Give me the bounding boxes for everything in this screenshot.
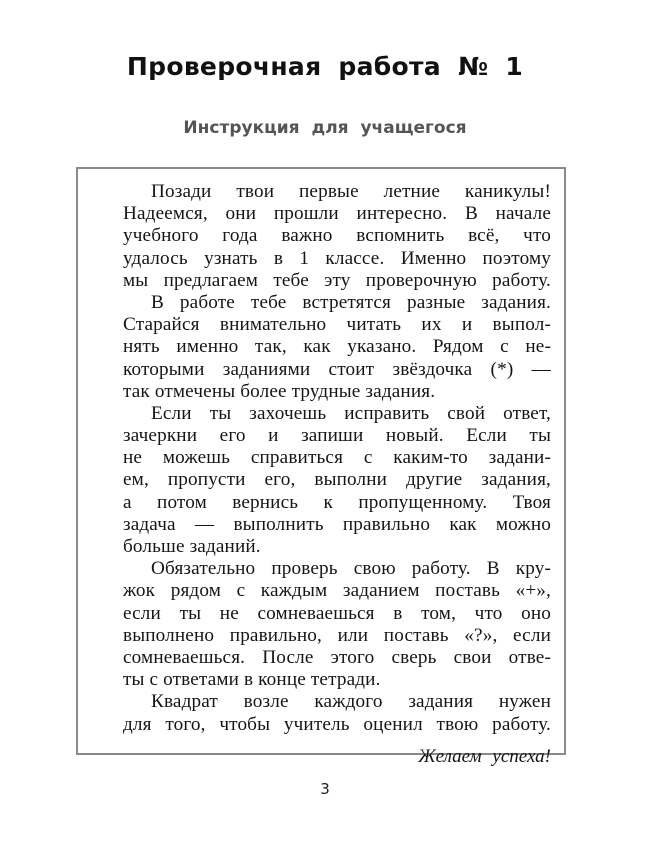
paragraph-2 [95, 292, 551, 403]
text-line: если ты не сомневаешься в том, что оно [123, 602, 551, 624]
paragraph-5 [95, 691, 551, 735]
closing-wish: Желаем успеха! [418, 745, 551, 767]
paragraph-3 [95, 403, 551, 558]
text-line: учебного года важно вспомнить всё, что [123, 225, 551, 247]
instruction-heading: Инструкция для учащегося [183, 118, 467, 138]
text-line: зачеркни его и запиши новый. Если ты [123, 425, 551, 447]
text-line: больше заданий. [123, 536, 261, 557]
text-line: Старайся внимательно читать их и выпол- [123, 314, 551, 336]
text-line: для того, чтобы учитель оценил твою работу. [123, 713, 551, 735]
text-line: нять именно так, как указано. Рядом с не- [123, 336, 551, 358]
paragraph-1 [95, 181, 551, 292]
text-line: которыми заданиями стоит звёздочка (*) — [123, 358, 551, 380]
text-line: Обязательно проверь свою работу. В кру- [151, 558, 551, 580]
text-line: удалось узнать в 1 классе. Именно поэтому [123, 247, 551, 269]
paragraph-4 [95, 558, 551, 691]
text-line: Надеемся, они прошли интересно. В начале [123, 203, 551, 225]
page-title: Проверочная работа № 1 [126, 52, 524, 81]
text-line: ем, пропусти его, выполни другие задания, [123, 469, 551, 491]
text-line: а потом вернись к пропущенному. Твоя [123, 491, 551, 513]
instruction-box [76, 167, 566, 767]
text-line: сомневаешься. После этого сверь свои отве- [123, 646, 551, 668]
text-line: Позади твои первые летние каникулы! [151, 181, 551, 202]
text-line: ты с ответами в конце тетради. [123, 669, 381, 691]
text-line: В работе тебе встретятся разные задания. [151, 291, 551, 313]
text-line: мы предлагаем тебе эту проверочную работу. [123, 269, 551, 291]
text-line: не можешь справиться с каким-то задани- [123, 447, 551, 469]
text-line: задача — выполнить правильно как можно [123, 513, 551, 535]
text-line: выполнено правильно, или поставь «?», если [123, 624, 551, 646]
text-line: жок рядом с каждым заданием поставь «+», [123, 580, 551, 602]
text-line: Если ты захочешь исправить свой ответ, [151, 402, 551, 424]
text-line: Квадрат возле каждого задания нужен [151, 691, 551, 713]
text-line: так отмечены более трудные задания. [123, 380, 436, 402]
page-number: 3 [320, 780, 330, 798]
